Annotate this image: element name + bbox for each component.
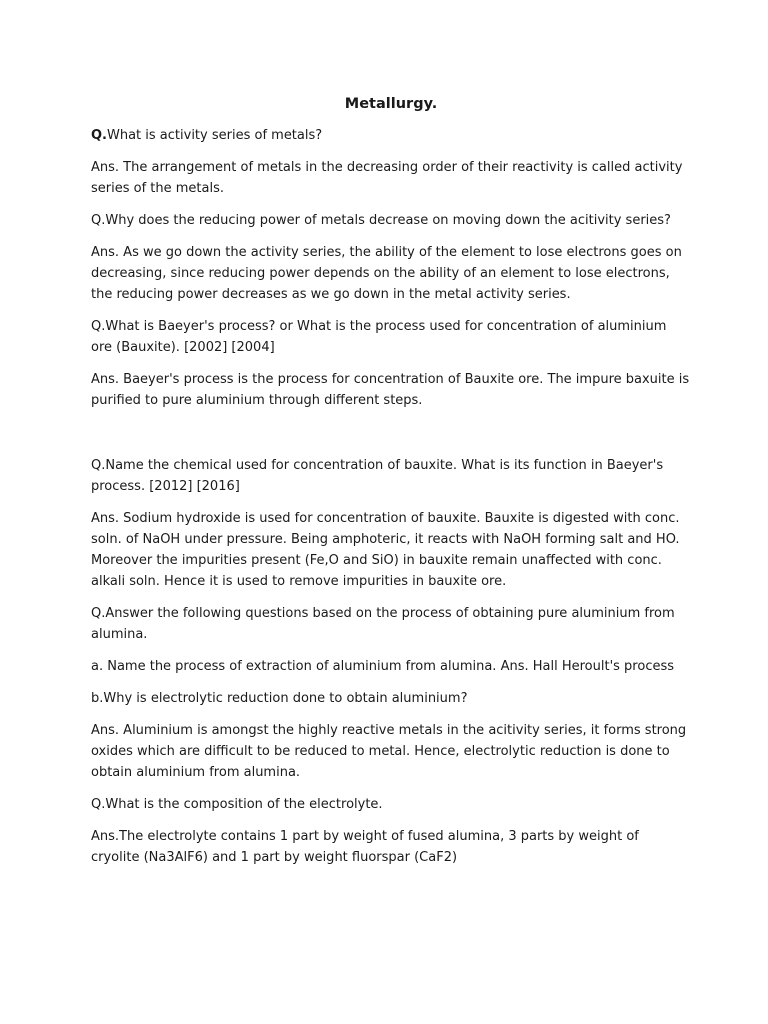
question-prefix: Q. [91, 128, 107, 143]
question-paragraph [91, 125, 691, 146]
question-paragraph: Q.What is Baeyer's process? or What is the process used for concentration of aluminium ore (Bauxite). [2002] [2004] [91, 319, 667, 355]
sub-question-paragraph: a. Name the process of extraction of aluminium from alumina. Ans. Hall Heroult's process [91, 659, 675, 674]
sub-question-paragraph: b.Why is electrolytic reduction done to obtain aluminium? [91, 691, 468, 706]
answer-paragraph: Ans. The arrangement of metals in the decreasing order of their reactivity is called activity series of the metals. [91, 160, 683, 196]
question-paragraph: Q.Name the chemical used for concentration of bauxite. What is its function in Baeyer's process. [2012] [2016] [91, 458, 664, 494]
document-page [91, 93, 691, 879]
question-paragraph: Q.Why does the reducing power of metals decrease on moving down the acitivity series? [91, 213, 671, 228]
answer-paragraph: Ans.The electrolyte contains 1 part by weight of fused alumina, 3 parts by weight of cryolite (Na3AlF6) and 1 part by weight fluorspar (CaF2) [91, 829, 639, 865]
answer-paragraph: Ans. Baeyer's process is the process for concentration of Bauxite ore. The impure baxuite is purified to pure aluminium through different steps. [91, 372, 690, 408]
answer-paragraph: Ans. As we go down the activity series, the ability of the element to lose electrons goes on decreasing, since reducing power depends on the ability of an element to lose electrons, the reducing power decreases as we go down in the metal activity series. [91, 245, 682, 302]
document-title: Metallurgy. [344, 96, 438, 112]
answer-paragraph: Ans. Sodium hydroxide is used for concentration of bauxite. Bauxite is digested with conc. soln. of NaOH under pressure. Being amphoteric, it reacts with NaOH forming salt and HO. Moreover the impurities present (Fe,O and SiO) in bauxite remain unaffected with conc. alkali soln. Hence it is used to remove impurities in bauxite ore. [91, 511, 680, 589]
answer-paragraph: Ans. Aluminium is amongst the highly reactive metals in the acitivity series, it forms strong oxides which are difficult to be reduced to metal. Hence, electrolytic reduction is done to obtain aluminium from alumina. [91, 723, 687, 780]
question-text: What is activity series of metals? [107, 128, 323, 143]
question-paragraph: Q.What is the composition of the electrolyte. [91, 797, 383, 812]
question-paragraph: Q.Answer the following questions based on the process of obtaining pure aluminium from alumina. [91, 606, 675, 642]
